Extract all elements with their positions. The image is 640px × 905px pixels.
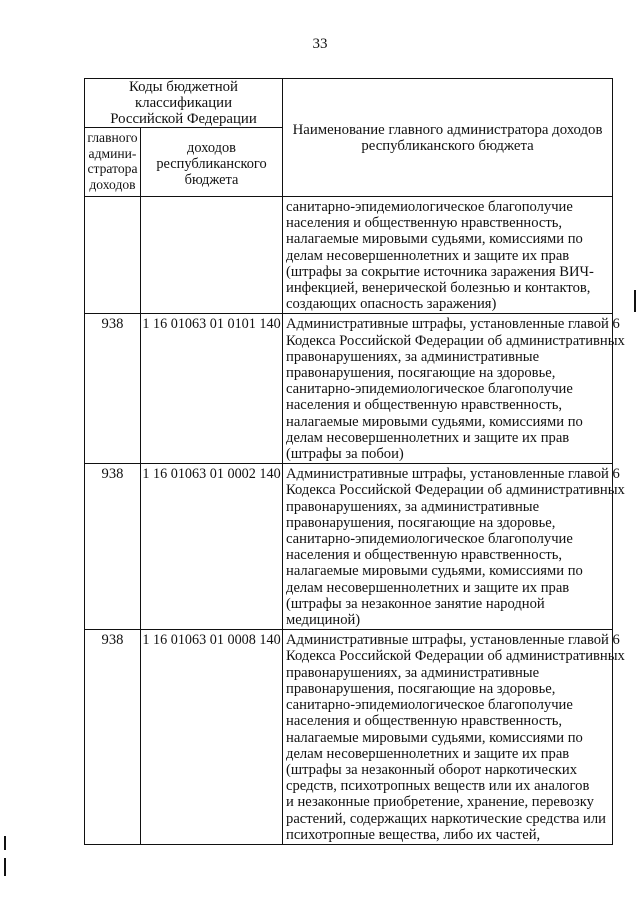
row-name-line: создающих опасность заражения) bbox=[286, 296, 497, 313]
row-name-line: медициной) bbox=[286, 612, 361, 629]
row-name-line: правонарушения, посягающие на здоровье, bbox=[286, 680, 556, 697]
header-line: главного bbox=[87, 130, 138, 145]
row-name bbox=[283, 314, 625, 464]
header-line: стратора bbox=[87, 161, 138, 176]
row-admin-code: 938 bbox=[85, 630, 141, 845]
row-name-line: санитарно-эпидемиологическое благополучие bbox=[286, 697, 573, 714]
row-name-line: делам несовершеннолетних и защите их прав bbox=[286, 247, 570, 264]
row-admin-code bbox=[85, 197, 141, 314]
row-budget-code: 1 16 01063 01 0101 140 bbox=[141, 314, 283, 464]
row-name-line: делам несовершеннолетних и защите их прав bbox=[286, 579, 570, 596]
row-name-line: (штрафы за незаконный оборот наркотических bbox=[286, 761, 578, 778]
row-name-line: (штрафы за незаконное занятие народной bbox=[286, 595, 545, 612]
row-name-line: правонарушениях, за административные bbox=[286, 498, 540, 515]
row-name-line: Административные штрафы, установленные главой 6 bbox=[286, 466, 620, 483]
table-header-row bbox=[85, 79, 613, 128]
header-line: Наименование главного администратора доходов bbox=[292, 121, 603, 138]
row-name-line: (штрафы за сокрытие источника заражения ВИЧ- bbox=[286, 263, 594, 280]
scan-margin-mark bbox=[4, 858, 6, 876]
row-name-line: правонарушения, посягающие на здоровье, bbox=[286, 365, 556, 382]
row-name-line: инфекцией, венерической болезнью и контактов, bbox=[286, 280, 591, 297]
row-name-line: налагаемые мировыми судьями, комиссиями по bbox=[286, 413, 583, 430]
row-name bbox=[283, 464, 625, 630]
row-budget-code: 1 16 01063 01 0002 140 bbox=[141, 464, 283, 630]
row-name-line: Кодекса Российской Федерации об административных bbox=[286, 648, 625, 665]
row-name-line: санитарно-эпидемиологическое благополучие bbox=[286, 531, 573, 548]
row-name-line: Кодекса Российской Федерации об административных bbox=[286, 332, 625, 349]
table-row bbox=[85, 197, 613, 314]
header-line: админи- bbox=[88, 145, 137, 161]
table-row bbox=[85, 314, 613, 464]
row-name-line: правонарушениях, за административные bbox=[286, 664, 540, 681]
row-name-line: населения и общественную нравственность, bbox=[286, 547, 563, 564]
scan-margin-mark bbox=[634, 290, 636, 312]
header-line: бюджета bbox=[184, 172, 239, 188]
header-line: доходов bbox=[187, 140, 236, 156]
row-name-line: налагаемые мировыми судьями, комиссиями по bbox=[286, 231, 583, 248]
header-administrator-name bbox=[283, 79, 613, 197]
row-name bbox=[283, 630, 625, 845]
budget-codes-table bbox=[84, 78, 625, 845]
row-name-line: правонарушения, посягающие на здоровье, bbox=[286, 514, 556, 531]
header-income-code bbox=[141, 128, 283, 197]
row-admin-code: 938 bbox=[85, 314, 141, 464]
header-main-administrator bbox=[85, 128, 141, 197]
row-name-line: населения и общественную нравственность, bbox=[286, 713, 563, 730]
scan-margin-mark bbox=[4, 836, 6, 850]
row-name-line: делам несовершеннолетних и защите их прав bbox=[286, 429, 570, 446]
row-name bbox=[283, 197, 613, 314]
table-row bbox=[85, 464, 613, 630]
row-name-line: и незаконные приобретение, хранение, перевозку bbox=[286, 794, 594, 811]
row-name-line: средств, психотропных веществ или их аналогов bbox=[286, 778, 590, 795]
row-name-line: налагаемые мировыми судьями, комиссиями по bbox=[286, 563, 583, 580]
row-name-line: налагаемые мировыми судьями, комиссиями по bbox=[286, 729, 583, 746]
header-line: республиканского бюджета bbox=[361, 137, 534, 154]
header-line: Российской Федерации bbox=[110, 111, 257, 127]
row-name-line: растений, содержащих наркотические средства или bbox=[286, 810, 606, 827]
row-name-line: делам несовершеннолетних и защите их прав bbox=[286, 745, 570, 762]
row-name-line: (штрафы за побои) bbox=[286, 446, 404, 463]
row-name-line: психотропные вещества, либо их частей, bbox=[286, 826, 541, 843]
row-budget-code: 1 16 01063 01 0008 140 bbox=[141, 630, 283, 845]
row-name-line: населения и общественную нравственность, bbox=[286, 215, 563, 232]
row-admin-code: 938 bbox=[85, 464, 141, 630]
row-name-line: правонарушениях, за административные bbox=[286, 348, 540, 365]
row-name-line: санитарно-эпидемиологическое благополучие bbox=[286, 199, 573, 215]
row-name-line: санитарно-эпидемиологическое благополучие bbox=[286, 381, 573, 398]
header-line: республиканского bbox=[156, 156, 267, 172]
header-line: доходов bbox=[89, 176, 136, 192]
page-number: 33 bbox=[312, 36, 328, 52]
header-budget-codes bbox=[85, 79, 283, 128]
table-row bbox=[85, 630, 613, 845]
row-name-line: Кодекса Российской Федерации об административных bbox=[286, 482, 625, 499]
row-name-line: Административные штрафы, установленные главой 6 bbox=[286, 632, 620, 649]
row-name-line: Административные штрафы, установленные главой 6 bbox=[286, 316, 620, 333]
header-line: Коды бюджетной bbox=[129, 79, 238, 95]
header-line: классификации bbox=[135, 95, 232, 111]
row-budget-code bbox=[141, 197, 283, 314]
row-name-line: населения и общественную нравственность, bbox=[286, 397, 563, 414]
